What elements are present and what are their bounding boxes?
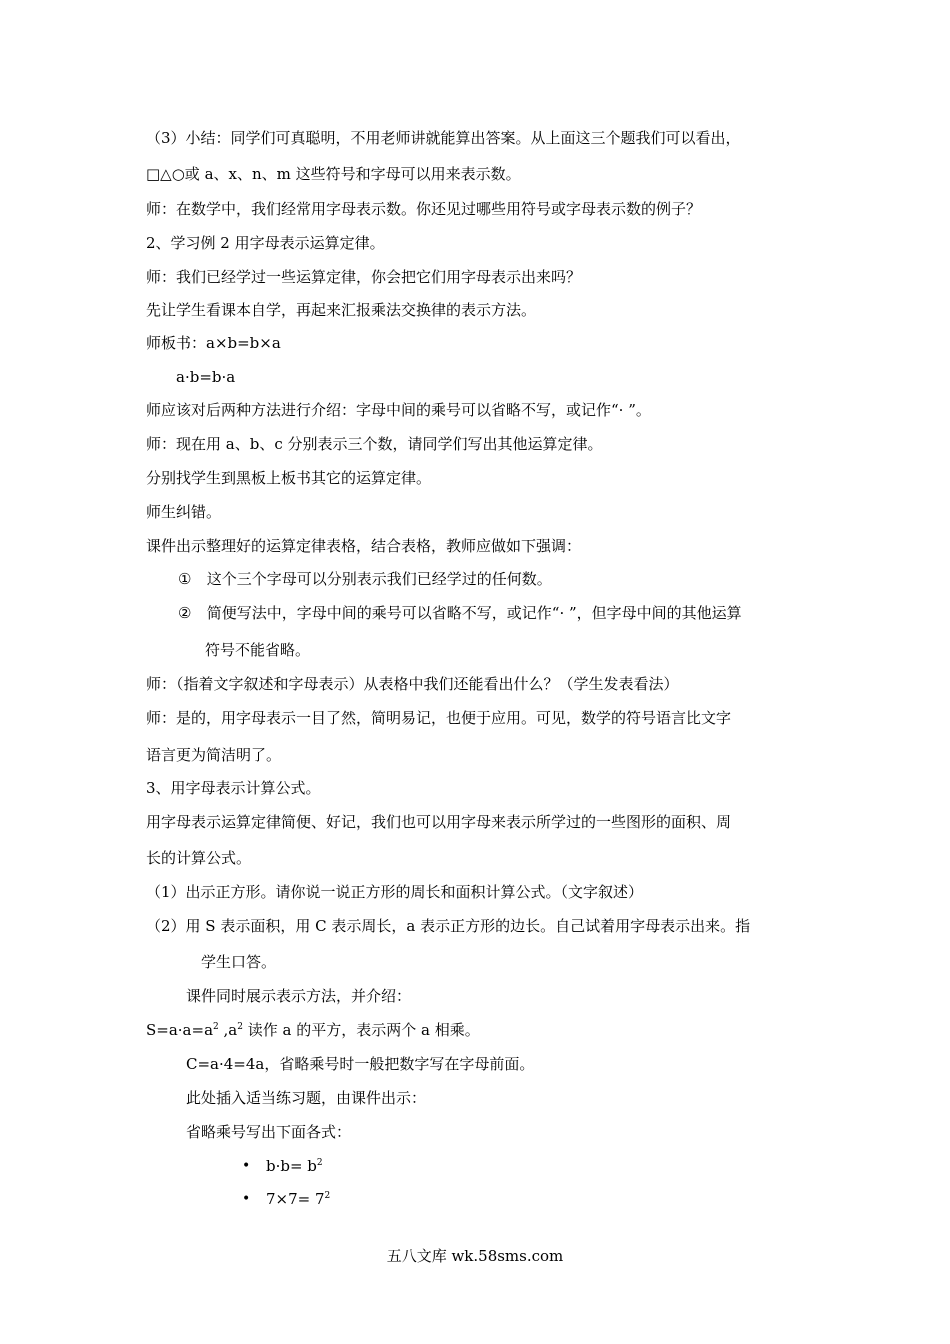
para-formulas-cont: 长的计算公式。 bbox=[146, 849, 252, 867]
item-text: 简便写法中，字母中间的乘号可以省略不写，或记作“· ”，但字母中间的其他运算 bbox=[206, 604, 742, 622]
para-abc-laws: 师：现在用 a、b、c 分别表示三个数，请同学们写出其他运算定律。 bbox=[146, 435, 603, 453]
formula-area-part: S=a·a=a bbox=[146, 1021, 214, 1039]
para-teacher-question: 师：在数学中，我们经常用字母表示数。你还见过哪些用符号或字母表示数的例子？ bbox=[146, 200, 702, 218]
para-correct: 师生纠错。 bbox=[146, 503, 222, 521]
exercise-base: b·b= b bbox=[266, 1157, 317, 1175]
para-square-intro: （1）出示正方形。请你说一说正方形的周长和面积计算公式。（文字叙述） bbox=[146, 883, 644, 901]
para-courseware-table: 课件出示整理好的运算定律表格，结合表格，教师应做如下强调： bbox=[146, 537, 582, 555]
para-board-writing: 师板书：a×b=b×a bbox=[146, 334, 281, 352]
superscript: 2 bbox=[213, 1022, 219, 1032]
exercise-base: 7×7= 7 bbox=[266, 1190, 325, 1208]
section-heading-3: 3、用字母表示计算公式。 bbox=[146, 779, 321, 797]
para-formulas: 用字母表示运算定律简便、好记，我们也可以用字母来表示所学过的一些图形的面积、周 bbox=[146, 813, 732, 831]
emphasis-item-2-cont: 符号不能省略。 bbox=[205, 641, 311, 659]
exercise-text bbox=[266, 1156, 323, 1176]
item-number: ② bbox=[178, 604, 192, 622]
exercise-text bbox=[266, 1189, 330, 1209]
para-blackboard: 分别找学生到黑板上板书其它的运算定律。 bbox=[146, 469, 432, 487]
para-introduce-methods: 师应该对后两种方法进行介绍：字母中间的乘号可以省略不写，或记作“· ”。 bbox=[146, 401, 651, 419]
para-teacher-laws: 师：我们已经学过一些运算定律，你会把它们用字母表示出来吗？ bbox=[146, 268, 582, 286]
para-square-letters-cont: 学生口答。 bbox=[201, 953, 277, 971]
para-table-question: 师：（指着文字叙述和字母表示）从表格中我们还能看出什么？（学生发表看法） bbox=[146, 675, 679, 693]
emphasis-item-1 bbox=[178, 569, 552, 589]
bullet-icon: • bbox=[242, 1158, 251, 1174]
section-heading-2: 2、学习例 2 用字母表示运算定律。 bbox=[146, 234, 385, 252]
item-text: 这个三个字母可以分别表示我们已经学过的任何数。 bbox=[206, 570, 552, 588]
para-exercise-instruction: 省略乘号写出下面各式： bbox=[186, 1123, 352, 1141]
para-summary: （3）小结：同学们可真聪明，不用老师讲就能算出答案。从上面这三个题我们可以看出， bbox=[146, 129, 741, 147]
para-summary-cont: □△○或 a、x、n、m 这些符号和字母可以用来表示数。 bbox=[146, 165, 521, 183]
para-symbol-language-cont: 语言更为简洁明了。 bbox=[146, 746, 282, 764]
formula-area bbox=[146, 1020, 480, 1040]
formula-commutative: a·b=b·a bbox=[176, 368, 236, 386]
para-self-study: 先让学生看课本自学，再起来汇报乘法交换律的表示方法。 bbox=[146, 301, 537, 319]
superscript: 2 bbox=[324, 1191, 331, 1201]
para-exercise-insert: 此处插入适当练习题，由课件出示： bbox=[186, 1089, 427, 1107]
superscript: 2 bbox=[316, 1158, 323, 1168]
para-courseware-show: 课件同时展示表示方法，并介绍： bbox=[186, 987, 412, 1005]
emphasis-item-2 bbox=[178, 603, 742, 623]
page-footer-watermark: 五八文库 wk.58sms.com bbox=[386, 1247, 564, 1265]
item-number: ① bbox=[178, 570, 192, 588]
formula-area-part: 读作 a 的平方，表示两个 a 相乘。 bbox=[242, 1021, 480, 1039]
formula-area-part: ,a bbox=[218, 1021, 238, 1039]
para-symbol-language: 师：是的，用字母表示一目了然，简明易记，也便于应用。可见，数学的符号语言比文字 bbox=[146, 709, 732, 727]
bullet-icon: • bbox=[242, 1191, 251, 1207]
para-square-letters: （2）用 S 表示面积，用 C 表示周长，a 表示正方形的边长。自己试着用字母表示出来。指 bbox=[146, 917, 751, 935]
formula-perimeter: C=a·4=4a，省略乘号时一般把数字写在字母前面。 bbox=[186, 1055, 535, 1073]
superscript: 2 bbox=[237, 1022, 243, 1032]
